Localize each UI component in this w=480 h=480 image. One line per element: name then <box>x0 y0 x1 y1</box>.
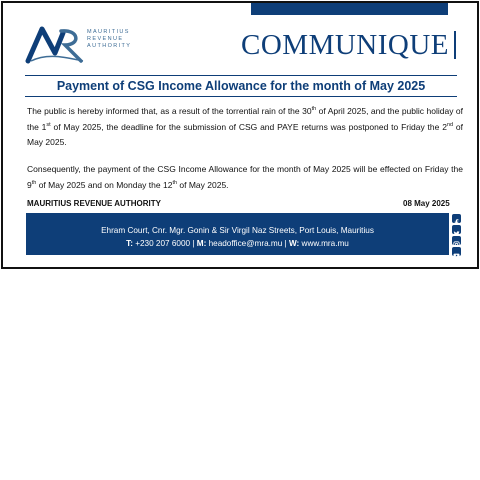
web-label: W: <box>288 239 300 248</box>
mra-logo <box>25 21 132 67</box>
facebook-icon[interactable] <box>452 214 461 223</box>
p1-text-3: of May 2025, the deadline for the submission of CSG and PAYE returns was postponed to Friday the 2 <box>50 121 447 132</box>
p1-text-1: The public is hereby informed that, as a result of the torrential rain of the 30 <box>27 106 312 116</box>
twitter-icon[interactable] <box>452 225 461 234</box>
p1-text-4: of May 2025. <box>27 121 464 147</box>
instagram-icon[interactable] <box>452 236 461 245</box>
top-accent-bar <box>251 3 448 15</box>
p2-text-1: Consequently, the payment of the CSG Income Allowance for the month of May 2025 will be effected on Friday the 9 <box>27 164 463 190</box>
footer-contacts <box>26 239 449 248</box>
website-link[interactable]: www.mra.mu <box>299 239 349 248</box>
phone-label: T: <box>126 239 133 248</box>
signature: MAURITIUS REVENUE AUTHORITY <box>27 199 161 208</box>
email-link[interactable]: headoffice@mra.mu | <box>206 239 289 248</box>
logo-wordmark <box>87 29 131 50</box>
logo-line-3: AUTHORITY <box>87 43 132 49</box>
title-box <box>25 75 457 97</box>
paragraph-2 <box>27 162 463 193</box>
mra-logo-mark <box>25 23 89 65</box>
paragraph-1 <box>27 104 463 151</box>
social-icons <box>452 214 462 256</box>
email-label: M: <box>196 239 207 248</box>
p2-text-2: of May 2025 and on Monday the 12 <box>36 179 173 190</box>
communique-heading: COMMUNIQUE <box>241 29 449 61</box>
p1-sup-3: nd <box>446 121 454 128</box>
communique-date: 08 May 2025 <box>403 199 450 208</box>
footer-bar <box>26 213 449 255</box>
p1-sup-2: st <box>46 121 51 128</box>
p2-sup-2: th <box>172 179 178 186</box>
phone-number[interactable]: +230 207 6000 | <box>132 239 197 248</box>
youtube-icon[interactable] <box>452 247 461 256</box>
footer-address: Ehram Court, Cnr. Mgr. Gonin & Sir Virgil Naz Streets, Port Louis, Mauritius <box>101 226 374 235</box>
p1-sup-1: th <box>311 106 317 113</box>
document-title: Payment of CSG Income Allowance for the month of May 2025 <box>56 79 426 93</box>
logo-line-2: REVENUE <box>87 36 124 42</box>
p2-text-3: of May 2025. <box>177 179 229 190</box>
p2-sup-1: th <box>31 179 37 186</box>
communique-document <box>1 1 479 269</box>
p1-text-2: of April 2025, and the public holiday of the 1 <box>27 106 463 132</box>
logo-line-1: MAURITIUS <box>87 29 130 35</box>
heading-divider <box>454 31 456 59</box>
